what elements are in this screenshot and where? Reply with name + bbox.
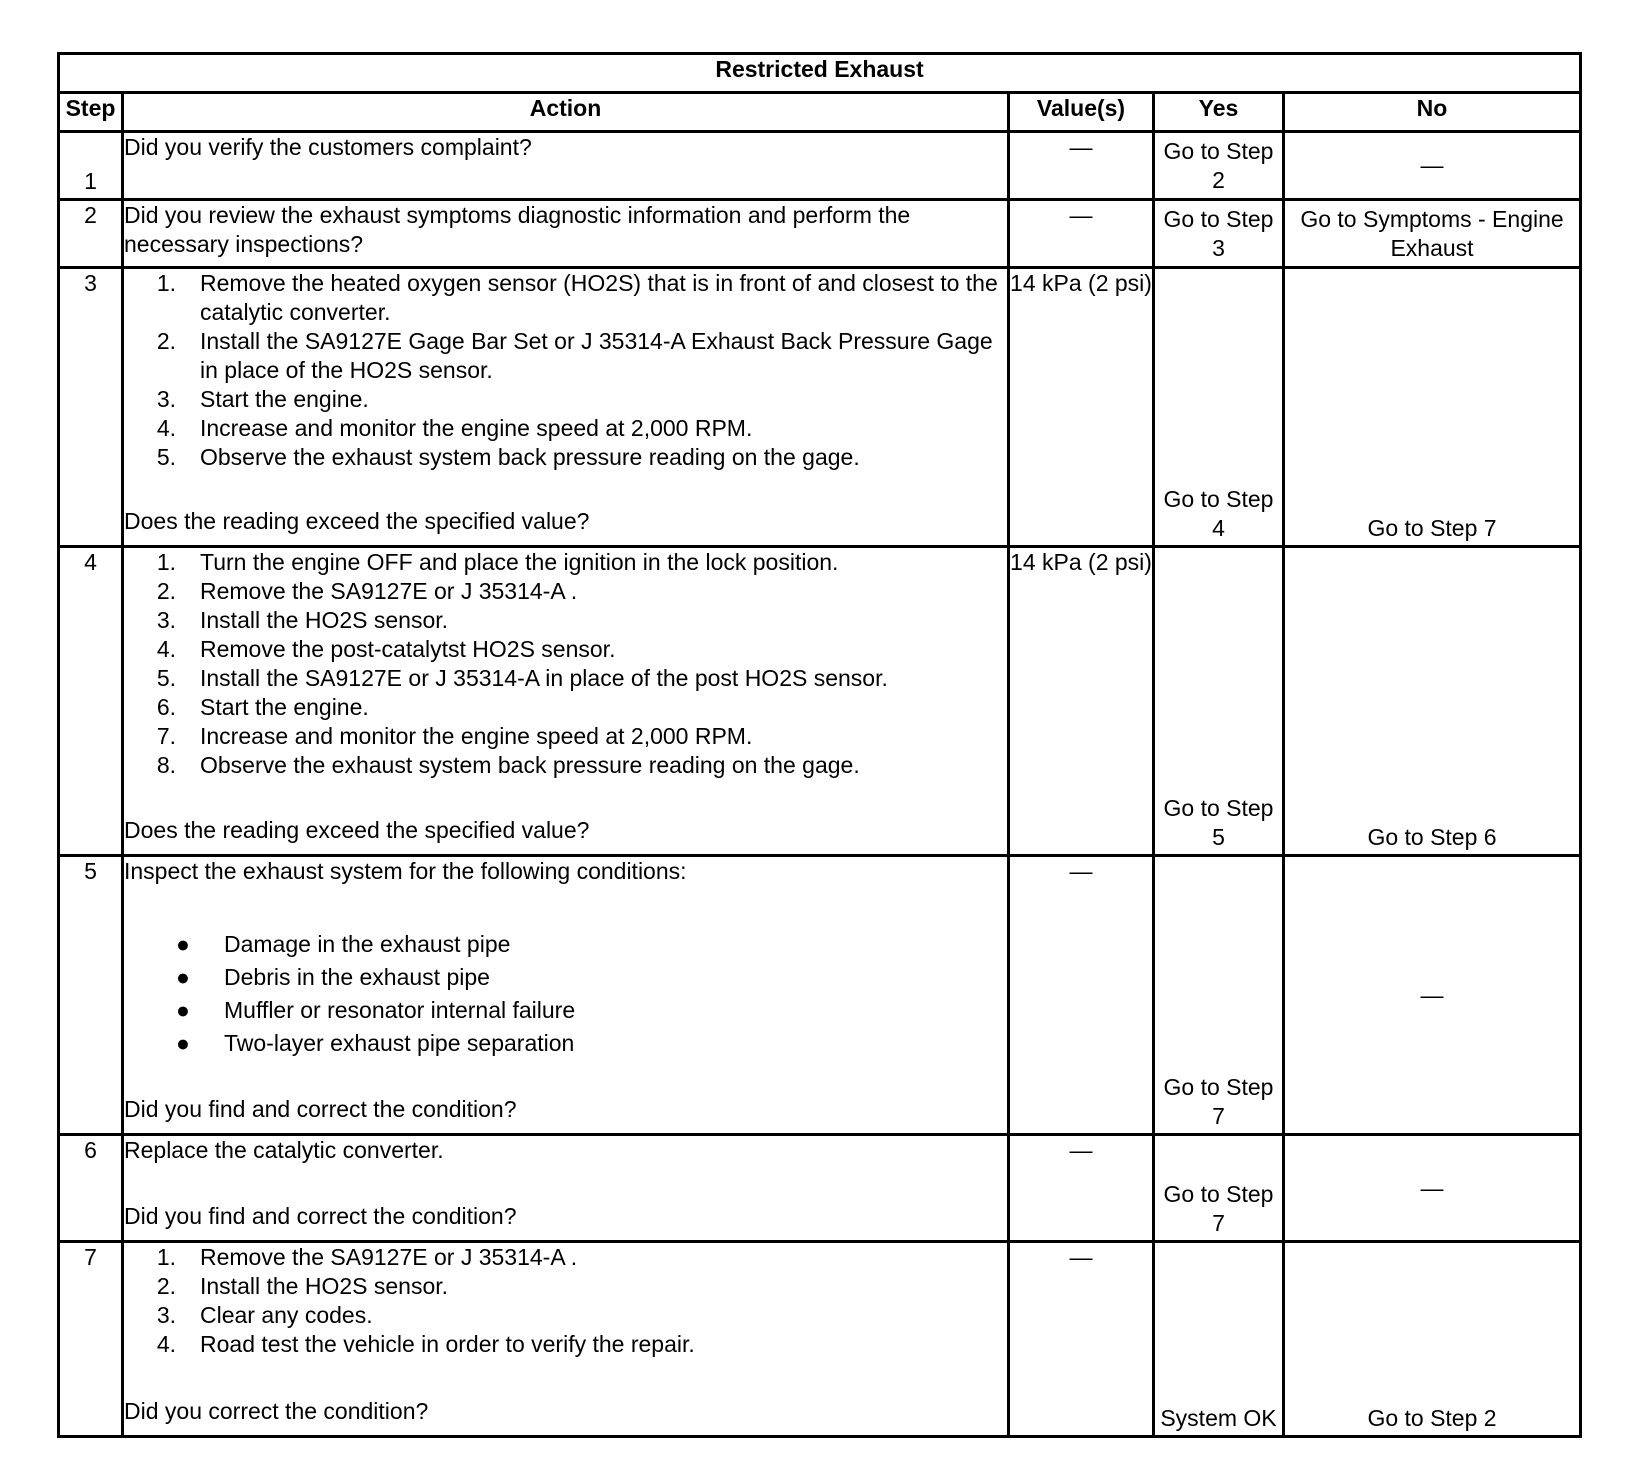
list-item: 1. Turn the engine OFF and place the ignition in the lock position. <box>156 549 839 575</box>
header-step: Step <box>59 93 123 132</box>
list-item: 2. Remove the SA9127E or J 35314-A . <box>156 578 578 604</box>
action-cell <box>123 268 1009 547</box>
step-number: 1 <box>59 132 123 200</box>
step-number: 6 <box>59 1135 123 1242</box>
diagnostic-table <box>57 52 1582 1438</box>
action-intro: Inspect the exhaust system for the following conditions: <box>124 858 687 884</box>
step-number: 4 <box>59 547 123 856</box>
list-item: 5. Install the SA9127E or J 35314-A in place of the post HO2S sensor. <box>156 665 888 691</box>
bullet-icon: ● <box>176 1030 190 1056</box>
action-intro: Did you review the exhaust symptoms diagnostic information and perform the necessary inspections? <box>124 202 911 257</box>
action-question: Does the reading exceed the specified value? <box>124 508 590 534</box>
table-row <box>59 547 1581 856</box>
list-item: ● Two-layer exhaust pipe separation <box>124 1029 1007 1058</box>
action-cell <box>123 200 1009 268</box>
header-row <box>59 93 1581 132</box>
yes-cell: Go to Step 7 <box>1154 856 1284 1135</box>
action-cell <box>123 547 1009 856</box>
yes-cell: Go to Step 4 <box>1154 268 1284 547</box>
bullet-icon: ● <box>176 997 190 1023</box>
table-row <box>59 268 1581 547</box>
no-cell: Go to Step 2 <box>1284 1242 1581 1437</box>
action-question: Does the reading exceed the specified value? <box>124 817 590 843</box>
list-item: 1. Remove the heated oxygen sensor (HO2S) that is in front of and closest to the catalytic converter. <box>156 270 998 325</box>
action-intro: Did you verify the customers complaint? <box>124 134 532 160</box>
no-cell: — <box>1284 132 1581 200</box>
list-item: 2. Install the SA9127E Gage Bar Set or J 35314-A Exhaust Back Pressure Gage in place of the HO2S sensor. <box>156 328 993 383</box>
no-cell: — <box>1284 1135 1581 1242</box>
value-cell: — <box>1009 1135 1154 1242</box>
table-row <box>59 856 1581 1135</box>
no-cell: Go to Step 6 <box>1284 547 1581 856</box>
list-item: 5. Observe the exhaust system back pressure reading on the gage. <box>156 444 860 470</box>
title-row <box>59 54 1581 93</box>
table-title: Restricted Exhaust <box>59 54 1581 93</box>
list-item: 4. Increase and monitor the engine speed at 2,000 RPM. <box>156 415 753 441</box>
action-steps <box>124 548 1007 780</box>
yes-cell: System OK <box>1154 1242 1284 1437</box>
list-item: 3. Clear any codes. <box>156 1302 373 1328</box>
action-question: Did you find and correct the condition? <box>124 1096 517 1122</box>
condition-list <box>124 930 1007 1058</box>
action-question: Did you find and correct the condition? <box>124 1203 517 1229</box>
list-item: ● Damage in the exhaust pipe <box>124 930 1007 959</box>
list-item: ● Muffler or resonator internal failure <box>124 996 1007 1025</box>
yes-cell: Go to Step 2 <box>1154 132 1284 200</box>
list-item: 6. Start the engine. <box>156 694 369 720</box>
header-yes: Yes <box>1154 93 1284 132</box>
header-no: No <box>1284 93 1581 132</box>
no-cell: Go to Step 7 <box>1284 268 1581 547</box>
action-cell <box>123 1242 1009 1437</box>
table-row <box>59 1242 1581 1437</box>
bullet-icon: ● <box>176 964 190 990</box>
action-steps <box>124 269 1007 472</box>
yes-cell: Go to Step 7 <box>1154 1135 1284 1242</box>
bullet-icon: ● <box>176 931 190 957</box>
no-cell: — <box>1284 856 1581 1135</box>
step-number: 2 <box>59 200 123 268</box>
list-item: 7. Increase and monitor the engine speed at 2,000 RPM. <box>156 723 753 749</box>
list-item: 4. Remove the post-catalytst HO2S sensor. <box>156 636 616 662</box>
list-item: 8. Observe the exhaust system back pressure reading on the gage. <box>156 752 860 778</box>
header-action: Action <box>123 93 1009 132</box>
table-row <box>59 1135 1581 1242</box>
yes-cell: Go to Step 3 <box>1154 200 1284 268</box>
value-cell: 14 kPa (2 psi) <box>1009 268 1154 547</box>
step-number: 7 <box>59 1242 123 1437</box>
action-cell <box>123 132 1009 200</box>
step-number: 5 <box>59 856 123 1135</box>
value-cell: — <box>1009 200 1154 268</box>
action-cell <box>123 856 1009 1135</box>
list-item: 4. Road test the vehicle in order to verify the repair. <box>156 1331 695 1357</box>
value-cell: 14 kPa (2 psi) <box>1009 547 1154 856</box>
value-cell: — <box>1009 132 1154 200</box>
step-number: 3 <box>59 268 123 547</box>
action-cell <box>123 1135 1009 1242</box>
value-cell: — <box>1009 1242 1154 1437</box>
list-item: ● Debris in the exhaust pipe <box>124 963 1007 992</box>
action-intro: Replace the catalytic converter. <box>124 1137 444 1163</box>
action-question: Did you correct the condition? <box>124 1398 429 1424</box>
list-item: 3. Start the engine. <box>156 386 369 412</box>
list-item: 1. Remove the SA9127E or J 35314-A . <box>156 1244 578 1270</box>
list-item: 2. Install the HO2S sensor. <box>156 1273 449 1299</box>
table-row <box>59 132 1581 200</box>
list-item: 3. Install the HO2S sensor. <box>156 607 449 633</box>
no-cell: Go to Symptoms - Engine Exhaust <box>1284 200 1581 268</box>
yes-cell: Go to Step 5 <box>1154 547 1284 856</box>
header-values: Value(s) <box>1009 93 1154 132</box>
table-row <box>59 200 1581 268</box>
action-steps <box>124 1243 1007 1359</box>
value-cell: — <box>1009 856 1154 1135</box>
